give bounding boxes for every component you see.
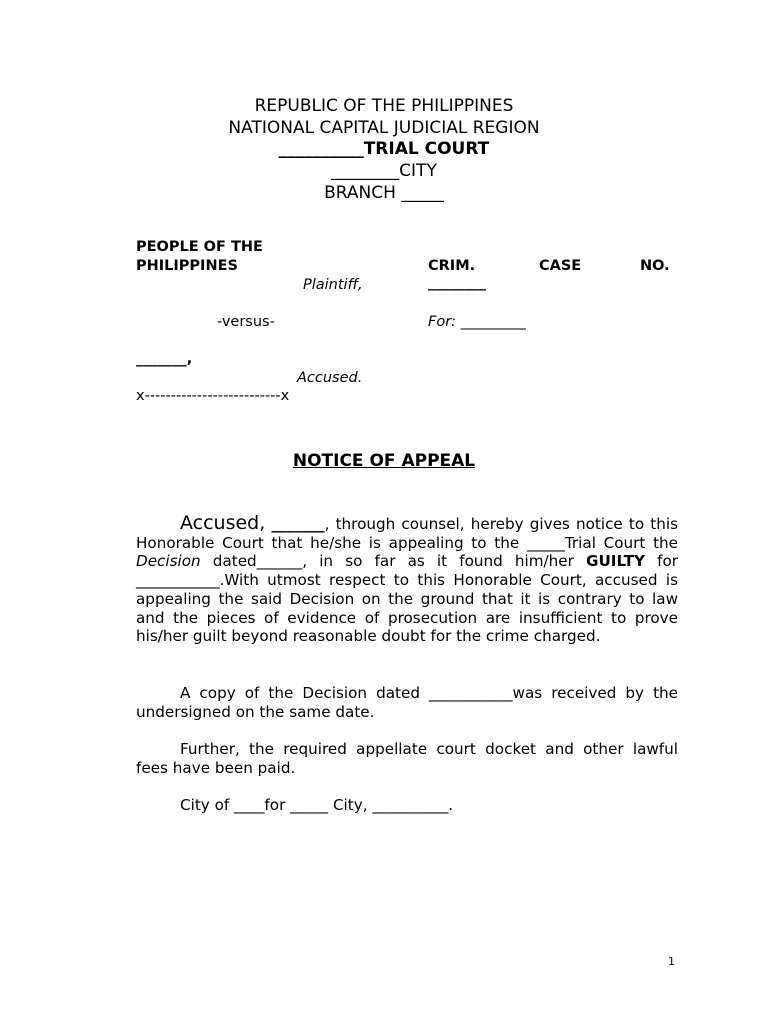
accused-blank: _______, xyxy=(136,351,193,367)
party-line-1: PEOPLE OF THE xyxy=(136,239,263,255)
trial-court-blank: __________ xyxy=(278,139,364,159)
header-branch: BRANCH _____ xyxy=(324,183,444,203)
for-blank: _________ xyxy=(460,314,526,330)
guilty-word: GUILTY xyxy=(586,552,645,571)
paragraph-1-text-a: , through counsel, hereby gives notice to this Honorable Court that he/she is appealing to the _____Trial Court the xyxy=(136,515,679,552)
decision-word: Decision xyxy=(136,552,201,571)
header-trial-court xyxy=(0,138,768,160)
accused-label: Accused. xyxy=(297,370,363,386)
paragraph-1 xyxy=(136,514,678,646)
paragraph-2: A copy of the Decision dated ___________was received by the undersigned on the same date. xyxy=(136,684,678,721)
case-no: NO. xyxy=(640,258,670,274)
for-line xyxy=(428,313,526,332)
case-case: CASE xyxy=(539,258,582,274)
trial-court-label: TRIAL COURT xyxy=(363,139,490,159)
accused-lead: Accused, xyxy=(180,512,266,534)
paragraph-1-text-c: for ___________.With utmost respect to this Honorable Court, accused is appealing the said Decision on the ground that it is contrary to law and the pieces of evidence of prosecution are insufficient to prove his/her guilt beyond reasonable doubt for the crime charged. xyxy=(136,552,678,646)
for-label: For: xyxy=(428,314,457,330)
header-region: NATIONAL CAPITAL JUDICIAL REGION xyxy=(228,118,540,138)
header-city: ________CITY xyxy=(331,161,437,181)
plaintiff-label: Plaintiff, xyxy=(303,277,363,293)
paragraph-1-text-b: dated______, in so far as it found him/her xyxy=(200,552,586,571)
page-number: 1 xyxy=(668,955,675,968)
case-crim: CRIM. xyxy=(428,258,476,274)
caption-separator: x--------------------------x xyxy=(136,388,290,404)
paragraph-3: Further, the required appellate court docket and other lawful fees have been paid. xyxy=(136,740,678,777)
title-text: NOTICE OF APPEAL xyxy=(292,451,476,471)
versus-label: -versus- xyxy=(217,314,275,330)
accused-name-blank: _______ xyxy=(271,515,325,533)
party-line-2: PHILIPPINES xyxy=(136,258,238,274)
document-title xyxy=(0,451,768,471)
case-number-blank: ________ xyxy=(428,275,486,291)
paragraph-4: City of ____for _____ City, __________. xyxy=(180,796,454,814)
header-republic: REPUBLIC OF THE PHILIPPINES xyxy=(254,96,514,116)
